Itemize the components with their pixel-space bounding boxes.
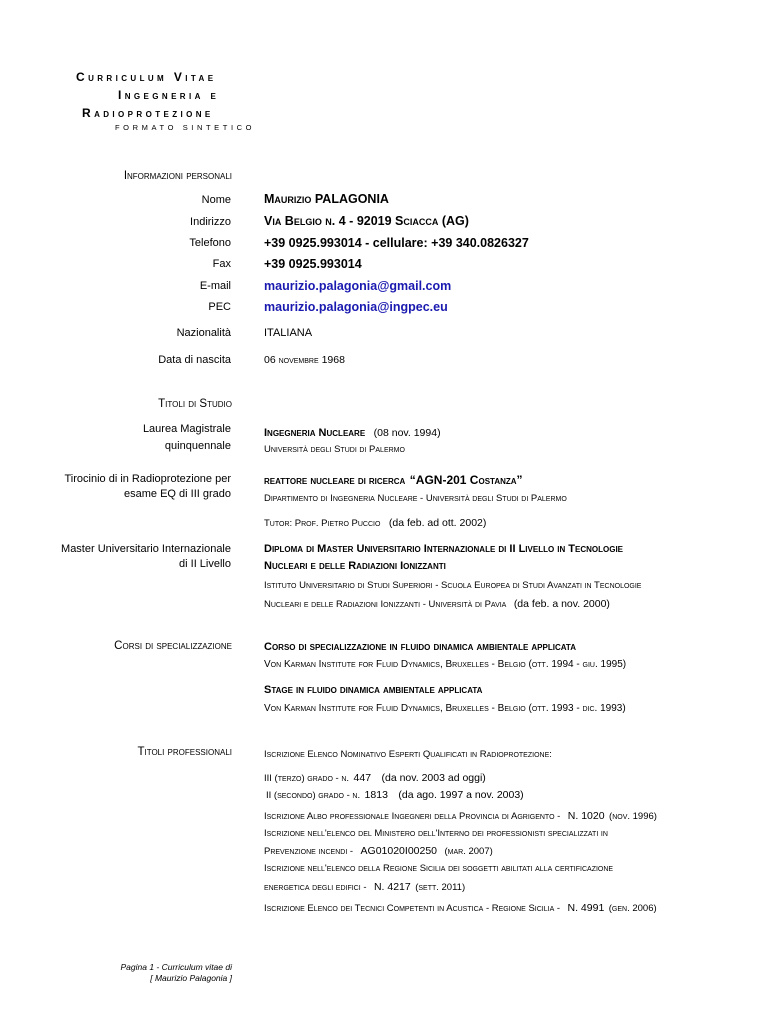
cv-subtitle-2: Radioprotezione xyxy=(82,106,214,120)
fire-prevention-line-1: Iscrizione nell'elenco del Ministero dell'Interno dei professionisti specializzati in xyxy=(264,828,608,839)
grade-iii-number: 447 xyxy=(353,772,372,784)
birth-label: Data di nascita xyxy=(158,354,231,366)
fax-value: +39 0925.993014 xyxy=(264,257,362,271)
cv-title: Curriculum Vitae xyxy=(76,70,217,84)
engineers-register-row xyxy=(264,806,657,824)
cv-format: FORMATO SINTETICO xyxy=(115,123,256,132)
energy-cert-number: N. 4217 xyxy=(373,881,411,893)
phone-label: Telefono xyxy=(189,237,231,249)
acoustics-date: (gen. 2006) xyxy=(608,903,657,914)
birth-value: 06 novembre 1968 xyxy=(264,354,345,366)
name-label: Nome xyxy=(201,194,231,206)
address-value: Via Belgio n. 4 - 92019 Sciacca (AG) xyxy=(264,214,469,228)
degree-date: (08 nov. 1994) xyxy=(373,427,441,439)
acoustics-label: Iscrizione Elenco dei Tecnici Competenti in Acustica - Regione Sicilia - xyxy=(264,903,561,914)
degree-title: Ingegneria Nucleare xyxy=(264,427,366,439)
pec-link[interactable]: maurizio.palagonia@ingpec.eu xyxy=(264,300,448,314)
phone-value: +39 0925.993014 - cellulare: +39 340.0826327 xyxy=(264,236,529,250)
master-label xyxy=(61,542,231,572)
internship-title-row xyxy=(264,471,523,489)
internship-period: (da feb. ad ott. 2002) xyxy=(388,517,487,529)
grade-ii-label: II (secondo) grado - n. xyxy=(266,790,361,801)
nationality-label: Nazionalità xyxy=(176,327,231,339)
grade-ii-row xyxy=(266,785,524,803)
internship-tutor-row xyxy=(264,513,486,531)
cv-subtitle-1: Ingegneria e xyxy=(118,88,220,102)
name-value: Maurizio PALAGONIA xyxy=(264,192,389,206)
grade-iii-date: (da nov. 2003 ad oggi) xyxy=(381,772,486,784)
energy-cert-line-1: Iscrizione nell'elenco della Regione Sicilia dei soggetti abilitati alla certificazione xyxy=(264,863,614,874)
engineers-register-label: Iscrizione Albo professionale Ingegneri della Provincia di Agrigento - xyxy=(264,811,561,822)
internship-title: reattore nucleare di ricerca xyxy=(264,475,406,487)
engineers-register-number: N. 1020 xyxy=(567,810,605,822)
grade-ii-date: (da ago. 1997 a nov. 2003) xyxy=(398,789,524,801)
fire-prevention-label: Prevenzione incendi - xyxy=(264,846,354,857)
internship-label-line-2: esame EQ di III grado xyxy=(124,488,231,500)
degree-university: Università degli Studi di Palermo xyxy=(264,444,405,455)
master-institute-row xyxy=(264,594,610,612)
professional-heading: Titoli professionali xyxy=(137,746,232,758)
energy-cert-label: energetica degli edifici - xyxy=(264,882,367,893)
degree-label-line-1: Laurea Magistrale xyxy=(142,423,231,435)
fire-prevention-number: AG01020I00250 xyxy=(360,845,438,857)
master-title-line-1: Diploma di Master Universitario Internazionale di II Livello in Tecnologie xyxy=(264,543,624,555)
course-2-institute: Von Karman Institute for Fluid Dynamics, Bruxelles - Belgio (ott. 1993 - dic. 1993) xyxy=(264,703,626,714)
course-2-title: Stage in fluido dinamica ambientale applicata xyxy=(264,684,483,696)
course-1-institute: Von Karman Institute for Fluid Dynamics, Bruxelles - Belgio (ott. 1994 - giu. 1995) xyxy=(264,659,627,670)
pec-label: PEC xyxy=(208,301,231,313)
address-label: Indirizzo xyxy=(190,216,231,228)
master-period: (da feb. a nov. 2000) xyxy=(513,598,610,610)
internship-department: Dipartimento di Ingegneria Nucleare - Università degli Studi di Palermo xyxy=(264,493,567,504)
internship-tutor: Tutor: Prof. Pietro Puccio xyxy=(264,518,381,529)
internship-label xyxy=(64,472,231,502)
page-footer xyxy=(121,962,233,984)
courses-heading: Corsi di specializzazione xyxy=(114,640,232,652)
energy-cert-date: (sett. 2011) xyxy=(415,882,466,893)
email-label: E-mail xyxy=(199,280,231,292)
email-link[interactable]: maurizio.palagonia@gmail.com xyxy=(264,279,452,293)
grade-ii-number: 1813 xyxy=(364,789,388,801)
fire-prevention-row xyxy=(264,841,493,859)
internship-label-line-1: Tirocinio di in Radioprotezione per xyxy=(64,473,231,485)
footer-name-line: [ Maurizio Palagonia ] xyxy=(150,973,232,983)
fire-prevention-date: (mar. 2007) xyxy=(444,846,493,857)
engineers-register-date: (nov. 1996) xyxy=(609,811,657,822)
energy-cert-row xyxy=(264,877,465,895)
master-institute-line-1: Istituto Universitario di Studi Superiori - Scuola Europea di Studi Avanzati in Tecnologie xyxy=(264,580,642,591)
degree-label-line-2: quinquennale xyxy=(164,440,231,452)
nationality-value: ITALIANA xyxy=(264,327,313,339)
internship-reactor: “AGN-201 Costanza” xyxy=(409,473,523,487)
grade-iii-label: III (terzo) grado - n. xyxy=(264,773,350,784)
acoustics-number: N. 4991 xyxy=(567,902,605,914)
course-1-title: Corso di specializzazione in fluido dinamica ambientale applicata xyxy=(264,641,576,653)
qualified-expert-listing: Iscrizione Elenco Nominativo Esperti Qualificati in Radioprotezione: xyxy=(264,749,552,760)
acoustics-row xyxy=(264,898,657,916)
degree-title-row xyxy=(264,423,441,441)
personal-heading: Informazioni personali xyxy=(123,170,232,182)
grade-iii-row xyxy=(264,768,486,786)
master-label-line-2: di II Livello xyxy=(179,558,231,570)
footer-page-line: Pagina 1 - Curriculum vitae di xyxy=(120,962,232,972)
degree-label xyxy=(143,422,231,454)
master-institute-line-2: Nucleari e delle Radiazioni Ionizzanti - Università di Pavia xyxy=(264,599,507,610)
study-heading: Titoli di Studio xyxy=(158,398,232,410)
fax-label: Fax xyxy=(212,258,231,270)
master-title-line-2: Nucleari e delle Radiazioni Ionizzanti xyxy=(264,560,446,572)
master-label-line-1: Master Universitario Internazionale xyxy=(61,543,231,555)
